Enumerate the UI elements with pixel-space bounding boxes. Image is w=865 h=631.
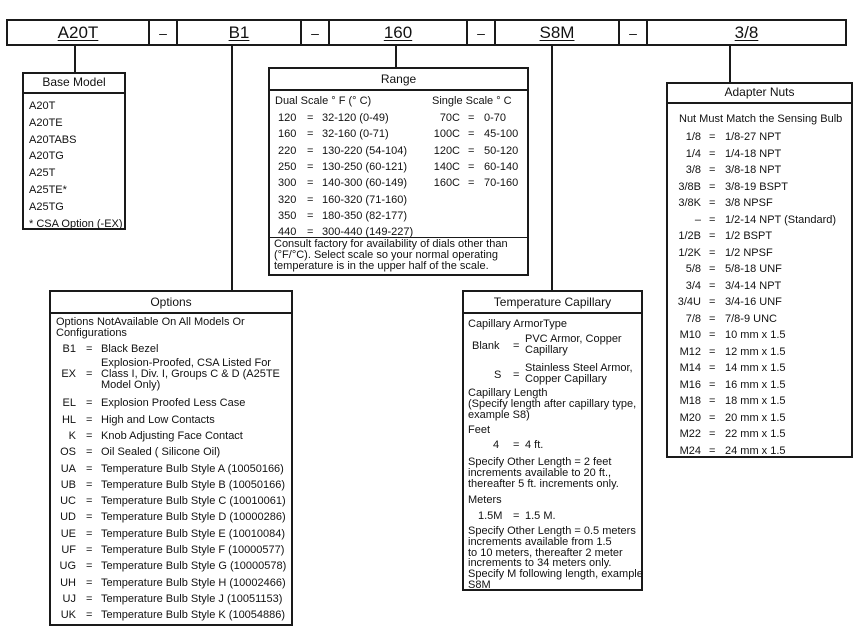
adapter-nut-eq: = bbox=[709, 444, 716, 457]
feet-title: Feet bbox=[468, 424, 491, 436]
dual-scale-value: 32-120 (0-49) bbox=[322, 112, 389, 124]
adapter-nut-value: 18 mm x 1.5 bbox=[725, 395, 786, 407]
option-eq: = bbox=[86, 592, 93, 605]
option-description bbox=[101, 527, 285, 541]
option-eq: = bbox=[86, 560, 93, 573]
option-description bbox=[101, 396, 245, 410]
range-box bbox=[268, 67, 529, 276]
adapter-nut-code: 5/8 bbox=[685, 263, 701, 275]
option-eq: = bbox=[86, 413, 93, 426]
adapter-nut-code: M20 bbox=[679, 411, 701, 424]
adapter-nut-code: 3/8B bbox=[678, 180, 701, 193]
code-segment-range: 160 bbox=[330, 21, 468, 44]
adapter-nut-eq: = bbox=[709, 378, 716, 391]
adapter-nuts-title: Adapter Nuts bbox=[668, 84, 851, 104]
single-scale-code: 140C bbox=[433, 160, 460, 173]
base-model-item: A25T bbox=[29, 167, 56, 180]
option-eq: = bbox=[86, 343, 93, 355]
option-description bbox=[101, 445, 220, 459]
adapter-nut-value: 1/2-14 NPT (Standard) bbox=[725, 213, 837, 226]
adapter-nut-value: 3/8 NPSF bbox=[725, 197, 773, 209]
option-code: UG bbox=[59, 560, 76, 573]
adapter-nut-code: 1/4 bbox=[685, 147, 701, 160]
feet-note: Specify Other Length = 2 feet increments available to 20 ft., thereafter 5 ft. increments only. bbox=[468, 456, 619, 490]
single-scale-code: 160C bbox=[433, 177, 460, 190]
option-row bbox=[56, 342, 291, 358]
code-segment-options: B1 bbox=[178, 21, 302, 44]
adapter-nuts-subtitle: Nut Must Match the Sensing Bulb bbox=[679, 113, 843, 125]
option-row bbox=[56, 462, 291, 478]
adapter-nut-eq: = bbox=[709, 312, 716, 325]
adapter-nut-eq: = bbox=[709, 428, 716, 440]
option-row bbox=[56, 445, 291, 461]
adapter-nut-code: M18 bbox=[679, 395, 701, 407]
option-description bbox=[101, 413, 215, 427]
single-scale-value: 70-160 bbox=[484, 177, 519, 190]
option-code: UK bbox=[60, 609, 76, 622]
option-description-line: Explosion-Proofed, CSA Listed For bbox=[101, 357, 271, 370]
single-scale-title: Single Scale ° C bbox=[432, 95, 512, 107]
armor-type-title: Capillary ArmorType bbox=[468, 318, 568, 330]
base-model-title: Base Model bbox=[24, 74, 124, 94]
meters-note: Specify Other Length = 0.5 meters increments available from 1.5 to 10 meters, thereafter 2 meter increments to 34 meters only. Specify M following length, example S8M bbox=[468, 525, 643, 591]
dual-scale-eq: = bbox=[307, 193, 314, 206]
option-description-line: Temperature Bulb Style D (10000286) bbox=[101, 511, 286, 524]
code-segment-base-model: A20T bbox=[8, 21, 150, 44]
adapter-nut-code: 1/8 bbox=[685, 131, 701, 143]
option-description bbox=[101, 494, 286, 508]
option-description bbox=[101, 478, 285, 492]
dual-scale-code: 320 bbox=[278, 193, 297, 206]
dual-scale-value: 160-320 (71-160) bbox=[322, 193, 408, 206]
option-eq: = bbox=[86, 429, 93, 442]
option-eq: = bbox=[86, 397, 93, 410]
single-scale-eq: = bbox=[468, 177, 475, 190]
adapter-nut-value: 16 mm x 1.5 bbox=[725, 378, 786, 391]
option-description bbox=[101, 608, 285, 622]
adapter-nut-code: M10 bbox=[679, 329, 701, 341]
adapter-nut-code: 3/4U bbox=[677, 296, 701, 308]
single-scale-code: 120C bbox=[433, 144, 460, 157]
option-code: HL bbox=[61, 413, 76, 426]
single-scale-code: 100C bbox=[433, 128, 460, 141]
single-scale-eq: = bbox=[468, 112, 475, 124]
adapter-nut-eq: = bbox=[709, 131, 716, 143]
range-note: Consult factory for availability of dials other than (°F/°C). Select scale so your normal operating temperature is in the upper half of the scale. bbox=[270, 237, 527, 272]
dual-scale-value: 140-300 (60-149) bbox=[322, 177, 408, 190]
option-row bbox=[56, 559, 291, 575]
adapter-nuts-box bbox=[666, 82, 853, 458]
dual-scale-value: 130-220 (54-104) bbox=[322, 144, 408, 157]
single-scale-eq: = bbox=[468, 160, 475, 173]
single-scale-eq: = bbox=[468, 128, 475, 141]
base-model-item: A25TE* bbox=[29, 183, 67, 196]
base-model-item: * CSA Option (-EX) bbox=[29, 217, 123, 230]
single-scale-code: 70C bbox=[439, 112, 460, 124]
option-code: OS bbox=[60, 446, 76, 459]
base-model-item: A20T bbox=[29, 100, 56, 112]
option-description bbox=[101, 510, 286, 524]
option-code: UF bbox=[61, 544, 76, 556]
adapter-nut-value: 20 mm x 1.5 bbox=[725, 411, 786, 424]
adapter-nut-value: 5/8-18 UNF bbox=[725, 263, 782, 275]
capillary-box: Temperature Capillary Capillary ArmorType Blank = PVC Armor, Copper Capillary S = Stainless Steel Armor, Copper Capillary Capillary Length (Specify length after capillary type, example S8) Feet 4 = 4 ft. Specify Other Length = 2 feet increments available to 20 ft., thereafter 5 ft. increments only. Meters 1.5M = 1.5 M. Specify Other Length = 0.5 meters increments available from 1.5 to 10 meters, thereafter 2 meter increments to 34 meters only. Specify M following length, example S8M bbox=[462, 290, 643, 591]
adapter-nut-eq: = bbox=[709, 263, 716, 275]
adapter-nut-eq: = bbox=[709, 362, 716, 374]
option-description bbox=[101, 358, 280, 391]
base-model-item: A20TG bbox=[29, 150, 64, 163]
code-separator: – bbox=[302, 21, 330, 44]
adapter-nut-eq: = bbox=[709, 246, 716, 259]
option-eq: = bbox=[86, 609, 93, 622]
option-eq: = bbox=[86, 576, 93, 589]
adapter-nut-code: M24 bbox=[679, 444, 701, 457]
adapter-nut-value: 1/2 BSPT bbox=[725, 230, 773, 242]
dual-scale-eq: = bbox=[307, 144, 314, 157]
option-row bbox=[56, 413, 291, 429]
option-description-line: Temperature Bulb Style J (10051153) bbox=[101, 592, 283, 605]
option-description bbox=[101, 576, 286, 590]
single-scale-value: 45-100 bbox=[484, 128, 519, 141]
adapter-nut-eq: = bbox=[709, 279, 716, 292]
dual-scale-title: Dual Scale ° F (° C) bbox=[275, 95, 372, 107]
option-description bbox=[101, 429, 243, 443]
base-model-item: A25TG bbox=[29, 200, 64, 213]
code-segment-capillary: S8M bbox=[496, 21, 620, 44]
adapter-nut-code: M16 bbox=[679, 378, 701, 391]
option-code: EX bbox=[61, 368, 76, 381]
code-segment-adapter: 3/8 bbox=[734, 23, 759, 42]
dual-scale-eq: = bbox=[307, 209, 314, 222]
range-title: Range bbox=[270, 69, 527, 91]
option-row bbox=[56, 592, 291, 608]
adapter-nut-code: 3/8 bbox=[685, 164, 701, 176]
option-row bbox=[56, 429, 291, 445]
single-scale-value: 50-120 bbox=[484, 144, 519, 157]
option-eq: = bbox=[86, 446, 93, 459]
adapter-nut-code: M14 bbox=[679, 362, 701, 374]
adapter-nut-value: 10 mm x 1.5 bbox=[725, 329, 786, 341]
adapter-nut-code: 3/8K bbox=[678, 197, 701, 209]
option-description-line: Explosion Proofed Less Case bbox=[101, 397, 246, 410]
option-row bbox=[56, 576, 291, 592]
option-row bbox=[56, 510, 291, 526]
option-description-line: Oil Sealed ( Silicone Oil) bbox=[101, 446, 221, 459]
option-row bbox=[56, 478, 291, 494]
adapter-nut-code: M22 bbox=[679, 428, 701, 440]
dual-scale-eq: = bbox=[307, 112, 314, 124]
option-eq: = bbox=[86, 511, 93, 524]
option-description-line: Temperature Bulb Style F (10000577) bbox=[101, 544, 285, 556]
option-eq: = bbox=[86, 462, 93, 475]
base-model-item: A20TABS bbox=[29, 133, 77, 146]
option-code: EL bbox=[62, 397, 76, 410]
option-row bbox=[56, 396, 291, 412]
dual-scale-code: 120 bbox=[278, 112, 297, 124]
adapter-nut-value: 1/4-18 NPT bbox=[725, 147, 782, 160]
option-description bbox=[101, 462, 284, 476]
adapter-nut-eq: = bbox=[709, 345, 716, 358]
base-model-list bbox=[24, 94, 124, 232]
dual-scale-code: 220 bbox=[278, 144, 297, 157]
dual-scale-code: 350 bbox=[278, 209, 297, 222]
option-row bbox=[56, 608, 291, 624]
adapter-nut-code: 1/2K bbox=[678, 246, 701, 259]
code-separator: – bbox=[150, 21, 178, 44]
base-model-item: A20TE bbox=[29, 116, 63, 129]
adapter-nut-value: 7/8-9 UNC bbox=[725, 312, 777, 325]
single-scale-value: 0-70 bbox=[484, 112, 507, 124]
option-row bbox=[56, 543, 291, 559]
adapter-nut-value: 3/8-18 NPT bbox=[725, 164, 782, 176]
option-code: UJ bbox=[62, 592, 76, 605]
option-description-line: Temperature Bulb Style E (10010084) bbox=[101, 527, 286, 540]
option-code: UB bbox=[60, 478, 76, 491]
option-description-line: Temperature Bulb Style K (10054886) bbox=[101, 609, 286, 622]
dual-scale-value: 32-160 (0-71) bbox=[322, 128, 389, 141]
adapter-nut-value: 1/2 NPSF bbox=[725, 246, 773, 259]
adapter-nut-value: 3/4-16 UNF bbox=[725, 296, 782, 308]
option-code: UD bbox=[60, 511, 76, 524]
option-row bbox=[56, 494, 291, 510]
dual-scale-code: 250 bbox=[278, 160, 297, 173]
option-code: B1 bbox=[62, 343, 76, 355]
option-row bbox=[56, 527, 291, 543]
dual-scale-value: 130-250 (60-121) bbox=[322, 160, 408, 173]
option-code: UC bbox=[60, 495, 76, 508]
options-title: Options bbox=[51, 292, 291, 314]
adapter-nut-code: 3/4 bbox=[685, 279, 701, 292]
adapter-nut-code: – bbox=[694, 213, 701, 226]
length-title: Capillary Length (Specify length after capillary type, example S8) bbox=[468, 387, 637, 421]
dual-scale-eq: = bbox=[307, 177, 314, 190]
option-eq: = bbox=[86, 368, 93, 381]
code-separator: – bbox=[620, 21, 648, 44]
adapter-nut-eq: = bbox=[709, 329, 716, 341]
option-eq: = bbox=[86, 544, 93, 556]
code-separator: – bbox=[468, 21, 496, 44]
dual-scale-value: 180-350 (82-177) bbox=[322, 209, 408, 222]
dual-scale-value: 300-440 (149-227) bbox=[322, 226, 414, 239]
option-description-line: Temperature Bulb Style B (10050166) bbox=[101, 478, 286, 491]
adapter-nut-eq: = bbox=[709, 213, 716, 226]
capillary-title: Temperature Capillary bbox=[464, 292, 641, 314]
option-description-line: High and Low Contacts bbox=[101, 413, 215, 426]
dual-scale-code: 300 bbox=[278, 177, 297, 190]
option-eq: = bbox=[86, 527, 93, 540]
adapter-nut-value: 1/8-27 NPT bbox=[725, 131, 782, 143]
option-code: K bbox=[68, 429, 76, 442]
adapter-nut-eq: = bbox=[709, 230, 716, 242]
dual-scale-eq: = bbox=[307, 160, 314, 173]
adapter-nut-eq: = bbox=[709, 411, 716, 424]
options-box bbox=[49, 290, 293, 626]
option-description-line: Temperature Bulb Style H (10002466) bbox=[101, 576, 286, 589]
adapter-nut-value: 14 mm x 1.5 bbox=[725, 362, 786, 374]
meters-title: Meters bbox=[468, 494, 502, 506]
adapter-nut-value: 3/4-14 NPT bbox=[725, 279, 782, 292]
adapter-nut-value: 22 mm x 1.5 bbox=[725, 428, 786, 440]
option-description-line: Temperature Bulb Style A (10050166) bbox=[101, 462, 284, 475]
option-description-line: Model Only) bbox=[101, 379, 161, 392]
single-scale-value: 60-140 bbox=[484, 160, 519, 173]
adapter-nut-value: 3/8-19 BSPT bbox=[725, 180, 788, 193]
adapter-nut-eq: = bbox=[709, 296, 716, 308]
adapter-nut-code: M12 bbox=[679, 345, 701, 358]
option-eq: = bbox=[86, 478, 93, 491]
adapter-nut-eq: = bbox=[709, 395, 716, 407]
armor-row-s: S = Stainless Steel Armor, Copper Capillary bbox=[494, 362, 633, 385]
adapter-nut-eq: = bbox=[709, 147, 716, 160]
options-intro: Options NotAvailable On All Models Or Configurations bbox=[56, 316, 245, 339]
adapter-nut-eq: = bbox=[709, 197, 716, 209]
dual-scale-code: 440 bbox=[278, 226, 297, 239]
base-model-box bbox=[22, 72, 126, 230]
option-description bbox=[101, 592, 282, 606]
option-eq: = bbox=[86, 495, 93, 508]
option-description-line: Temperature Bulb Style C (10010061) bbox=[101, 495, 286, 508]
single-scale-eq: = bbox=[468, 144, 475, 157]
adapter-nut-value: 24 mm x 1.5 bbox=[725, 444, 786, 457]
option-description-line: Class I, Div. I, Groups C & D (A25TE bbox=[101, 368, 280, 381]
armor-row-blank: Blank = PVC Armor, Copper Capillary bbox=[472, 333, 622, 356]
dual-scale-code: 160 bbox=[278, 128, 297, 141]
option-description bbox=[101, 559, 286, 573]
adapter-nut-value: 12 mm x 1.5 bbox=[725, 345, 786, 358]
adapter-nut-code: 7/8 bbox=[685, 312, 701, 325]
model-code-bar bbox=[6, 19, 847, 46]
option-description bbox=[101, 342, 158, 356]
adapter-nut-eq: = bbox=[709, 164, 716, 176]
option-code: UH bbox=[60, 576, 76, 589]
option-code: UA bbox=[60, 462, 76, 475]
option-description-line: Knob Adjusting Face Contact bbox=[101, 429, 243, 442]
option-description-line: Temperature Bulb Style G (10000578) bbox=[101, 560, 287, 573]
option-row bbox=[56, 358, 291, 391]
adapter-nut-eq: = bbox=[709, 180, 716, 193]
adapter-nut-code: 1/2B bbox=[678, 230, 701, 242]
dual-scale-eq: = bbox=[307, 226, 314, 239]
option-description-line: Black Bezel bbox=[101, 343, 159, 355]
dual-scale-eq: = bbox=[307, 128, 314, 141]
option-code: UE bbox=[60, 527, 76, 540]
option-description bbox=[101, 543, 284, 557]
